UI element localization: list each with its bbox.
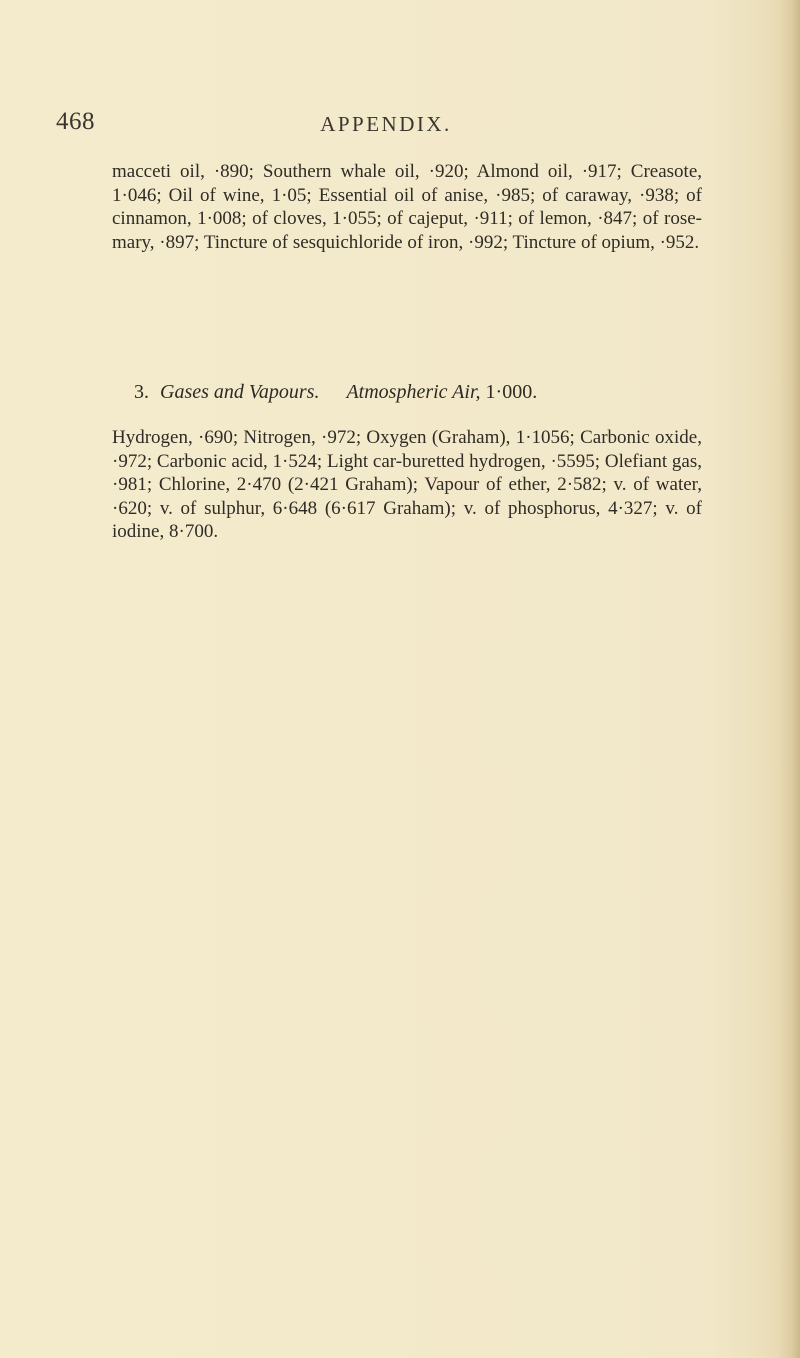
section-heading-gases: [134, 381, 704, 404]
page-edge-shadow: [778, 0, 800, 1358]
paragraph-gases: Hydrogen, ·690; Nitrogen, ·972; Oxygen (Graham), 1·1056; Carbonic oxide, ·972; Carbonic acid, 1·524; Light car-buretted hydrogen, ·5595; Olefiant gas, ·981; Chlorine, 2·470 (2·421 Graham); Vapour of ether, 2·582; v. of water, ·620; v. of sulphur, 6·648 (6·617 Graham); v. of phosphorus, 4·327; v. of iodine, 8·700.: [112, 427, 702, 543]
section-title: Gases and Vapours.: [160, 381, 320, 403]
page-header: [56, 108, 716, 144]
reference-label: Atmospheric Air,: [346, 381, 481, 403]
page-number: 468: [56, 108, 95, 135]
running-head: APPENDIX.: [320, 112, 452, 136]
paragraph-oils: macceti oil, ·890; Southern whale oil, ·920; Almond oil, ·917; Creasote, 1·046; Oil of wine, 1·05; Essential oil of anise, ·985; of caraway, ·938; of cinnamon, 1·008; of cloves, 1·055; of cajeput, ·911; of lemon, ·847; of rose-mary, ·897; Tincture of sesquichloride of iron, ·992; Tincture of opium, ·952.: [112, 161, 702, 253]
reference-value: 1·000.: [485, 381, 538, 403]
section-number: 3.: [134, 381, 149, 403]
